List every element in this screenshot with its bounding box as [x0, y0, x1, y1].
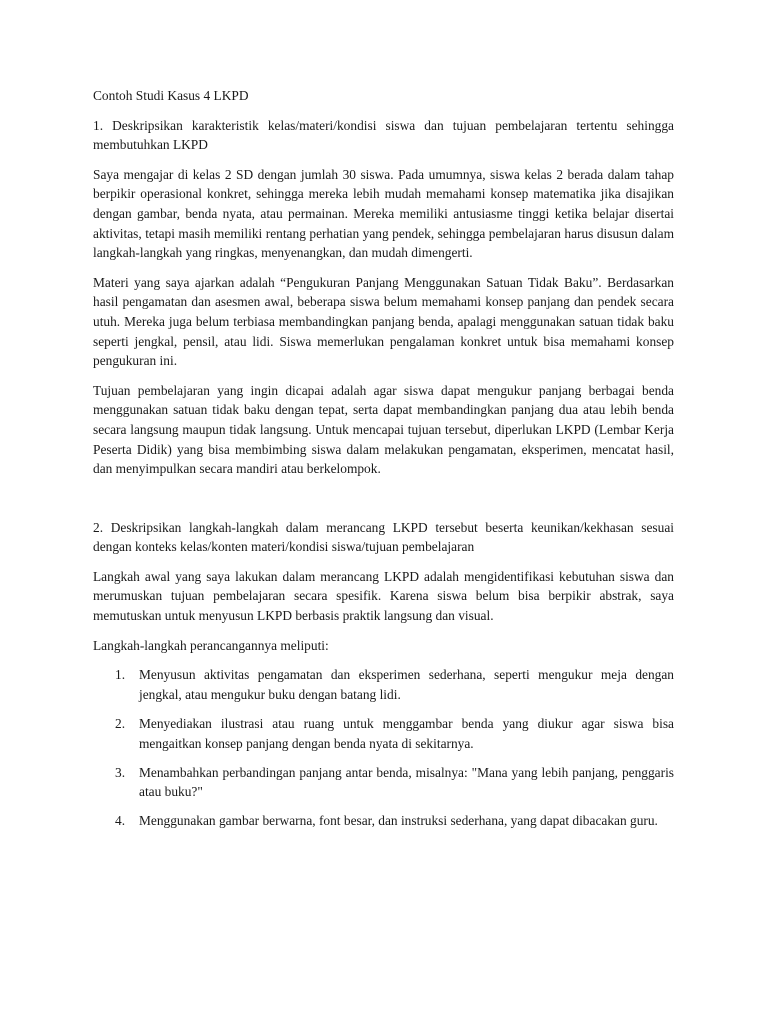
list-item-number: 4. [115, 813, 126, 829]
section-2-paragraph: Langkah awal yang saya lakukan dalam merancang LKPD adalah mengidentifikasi kebutuhan siswa dan merumuskan tujuan pembelajaran secara spesifik. Karena siswa belum bisa berpikir abstrak, saya memutuskan untuk menyusun LKPD berbasis praktik langsung dan visual. [93, 568, 674, 624]
list-item-number: 3. [115, 764, 126, 780]
list-item [93, 763, 674, 802]
section-spacer [93, 489, 674, 518]
list-item [93, 714, 674, 753]
document-title: Contoh Studi Kasus 4 LKPD [93, 88, 249, 103]
list-item [93, 811, 674, 831]
section-1-paragraph: Saya mengajar di kelas 2 SD dengan jumlah 30 siswa. Pada umumnya, siswa kelas 2 berada dalam tahap berpikir operasional konkret, sehingga mereka lebih mudah memahami konsep matematika jika disajikan dengan gambar, benda nyata, atau permainan. Mereka memiliki antusiasme tinggi ketika belajar disertai aktivitas, tetapi masih memiliki rentang perhatian yang pendek, sehingga pembelajaran harus disusun dalam langkah-langkah yang ringkas, menyenangkan, dan mudah dimengerti. [93, 166, 674, 261]
list-item-text: Menyusun aktivitas pengamatan dan eksperimen sederhana, seperti mengukur meja dengan jengkal, atau mengukur buku dengan batang lidi. [139, 667, 674, 702]
design-steps-list [93, 665, 674, 831]
list-item-number: 2. [115, 715, 126, 731]
list-item [93, 665, 674, 704]
list-item-text: Menambahkan perbandingan panjang antar benda, misalnya: "Mana yang lebih panjang, penggaris atau buku?" [139, 764, 674, 800]
list-item-text: Menyediakan ilustrasi atau ruang untuk menggambar benda yang diukur agar siswa bisa mengaitkan konsep panjang dengan benda nyata di sekitarnya. [139, 715, 674, 751]
list-item-text: Menggunakan gambar berwarna, font besar, dan instruksi sederhana, yang dapat dibacakan guru. [139, 813, 658, 829]
section-1-paragraph: Materi yang saya ajarkan adalah “Pengukuran Panjang Menggunakan Satuan Tidak Baku”. Berdasarkan hasil pengamatan dan asesmen awal, beberapa siswa belum memahami konsep panjang dan pendek secara utuh. Mereka juga belum terbiasa membandingkan panjang benda, apalagi menggunakan satuan tidak baku seperti jengkal, pensil, atau lidi. Siswa memerlukan pengalaman konkret untuk bisa memahami konsep pengukuran ini. [93, 274, 674, 369]
section-2-paragraph: Langkah-langkah perancangannya meliputi: [93, 637, 329, 653]
list-item-number: 1. [115, 667, 126, 683]
section-1-heading: 1. Deskripsikan karakteristik kelas/materi/kondisi siswa dan tujuan pembelajaran tertentu sehingga membutuhkan LKPD [93, 117, 674, 153]
section-2-heading: 2. Deskripsikan langkah-langkah dalam merancang LKPD tersebut beserta keunikan/kekhasan sesuai dengan konteks kelas/konten materi/kondisi siswa/tujuan pembelajaran [93, 519, 674, 555]
document-body [93, 86, 674, 840]
section-1-paragraph: Tujuan pembelajaran yang ingin dicapai adalah agar siswa dapat mengukur panjang berbagai benda menggunakan satuan tidak baku dengan tepat, serta dapat membandingkan panjang dua atau lebih benda secara langsung maupun tidak langsung. Untuk mencapai tujuan tersebut, diperlukan LKPD (Lembar Kerja Peserta Didik) yang bisa membimbing siswa dalam melakukan pengamatan, eksperimen, mencatat hasil, dan menyimpulkan secara mandiri atau berkelompok. [93, 382, 674, 477]
